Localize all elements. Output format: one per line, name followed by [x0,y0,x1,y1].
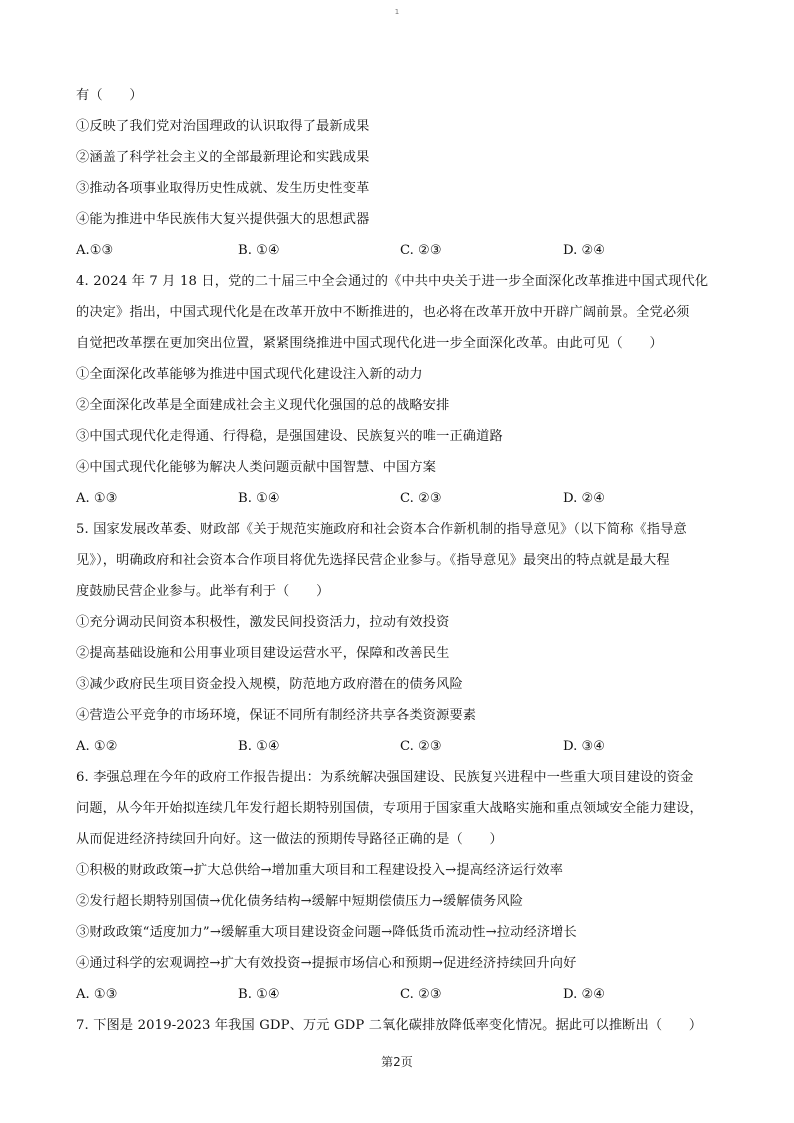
q4-stem-line-2: 的决定》指出，中国式现代化是在改革开放中不断推进的，也必将在改革开放中开辟广阔前景。全党必须 [76,305,690,320]
q3-option-b: B. ①④ [238,243,280,258]
q7-stem-line-1: 7. 下图是 2019-2023 年我国 GDP、万元 GDP 二氧化碳排放降低率变化情况。据此可以推断出（ ） [76,1018,703,1033]
q4-stem-line-3: 自觉把改革摆在更加突出位置，紧紧围绕推进中国式现代化进一步全面深化改革。由此可见（ ） [76,336,663,351]
page-number: 第2页 [381,1055,413,1069]
q5-stem-line-1: 5. 国家发展改革委、财政部《关于规范实施政府和社会资本合作新机制的指导意见》（以下简称《指导意 [76,522,687,537]
question-6 [76,762,716,1010]
q6-stem-line-2: 问题，从今年开始拟连续几年发行超长期特别国债，专项用于国家重大战略实施和重点领域安全能力建设， [76,801,703,816]
q5-option-c: C. ②③ [400,739,442,754]
q6-stem-line-1: 6. 李强总理在今年的政府工作报告提出：为系统解决强国建设、民族复兴进程中一些重大项目建设的资金 [76,770,694,785]
q6-option-c: C. ②③ [400,987,442,1002]
q4-item-2: ②全面深化改革是全面建成社会主义现代化强国的总的战略安排 [76,398,450,413]
q4-option-d: D. ②④ [563,491,606,506]
q4-option-b: B. ①④ [238,491,280,506]
question-5 [76,514,716,762]
q6-option-d: D. ②④ [563,987,606,1002]
question-content [76,80,716,1041]
q5-item-1: ①充分调动民间资本积极性，激发民间投资活力，拉动有效投资 [76,615,450,630]
q6-option-a: A. ①③ [76,987,118,1002]
q5-options [76,731,716,762]
q6-options [76,979,716,1010]
q6-item-3: ③财政政策“适度加力”→缓解重大项目建设资金问题→降低货币流动性→拉动经济增长 [76,925,577,940]
q4-options [76,483,716,514]
page-top-mark: 1 [394,8,400,16]
q5-item-4: ④营造公平竞争的市场环境，保证不同所有制经济共享各类资源要素 [76,708,477,723]
q4-item-3: ③中国式现代化走得通、行得稳，是强国建设、民族复兴的唯一正确道路 [76,429,503,444]
q3-option-c: C. ②③ [400,243,442,258]
q4-item-4: ④中国式现代化能够为解决人类问题贡献中国智慧、中国方案 [76,460,437,475]
q3-item-4: ④能为推进中华民族伟大复兴提供强大的思想武器 [76,212,370,227]
q3-options [76,235,716,266]
question-7 [76,1010,716,1041]
question-3-continuation [76,80,716,266]
q5-stem-line-2: 见》），明确政府和社会资本合作项目将优先选择民营企业参与。《指导意见》最突出的特点就是最大程 [76,553,670,568]
q5-option-a: A. ①② [76,739,118,754]
q5-item-2: ②提高基础设施和公用事业项目建设运营水平，保障和改善民生 [76,646,450,661]
q5-item-3: ③减少政府民生项目资金投入规模，防范地方政府潜在的债务风险 [76,677,463,692]
q6-stem-line-3: 从而促进经济持续回升向好。这一做法的预期传导路径正确的是（ ） [76,832,503,847]
q4-item-1: ①全面深化改革能够为推进中国式现代化建设注入新的动力 [76,367,423,382]
q5-stem-line-3: 度鼓励民营企业参与。此举有利于（ ） [76,584,330,599]
q3-option-d: D. ②④ [563,243,606,258]
q4-option-c: C. ②③ [400,491,442,506]
q6-item-1: ①积极的财政政策→扩大总供给→增加重大项目和工程建设投入→提高经济运行效率 [76,863,564,878]
q5-option-b: B. ①④ [238,739,280,754]
q6-item-4: ④通过科学的宏观调控→扩大有效投资→提振市场信心和预期→促进经济持续回升向好 [76,956,577,971]
q3-item-1: ①反映了我们党对治国理政的认识取得了最新成果 [76,119,370,134]
q5-option-d: D. ③④ [563,739,606,754]
q3-item-2: ②涵盖了科学社会主义的全部最新理论和实践成果 [76,150,370,165]
q3-option-a: A.①③ [76,243,114,258]
q6-option-b: B. ①④ [238,987,280,1002]
q4-stem-line-1: 4. 2024 年 7 月 18 日，党的二十届三中全会通过的《中共中央关于进一步全面深化改革推进中国式现代化 [76,274,709,289]
q4-option-a: A. ①③ [76,491,118,506]
q3-stem-end: 有（ ） [76,88,143,103]
question-4 [76,266,716,514]
q6-item-2: ②发行超长期特别国债→优化债务结构→缓解中短期偿债压力→缓解债务风险 [76,894,524,909]
q3-item-3: ③推动各项事业取得历史性成就、发生历史性变革 [76,181,370,196]
